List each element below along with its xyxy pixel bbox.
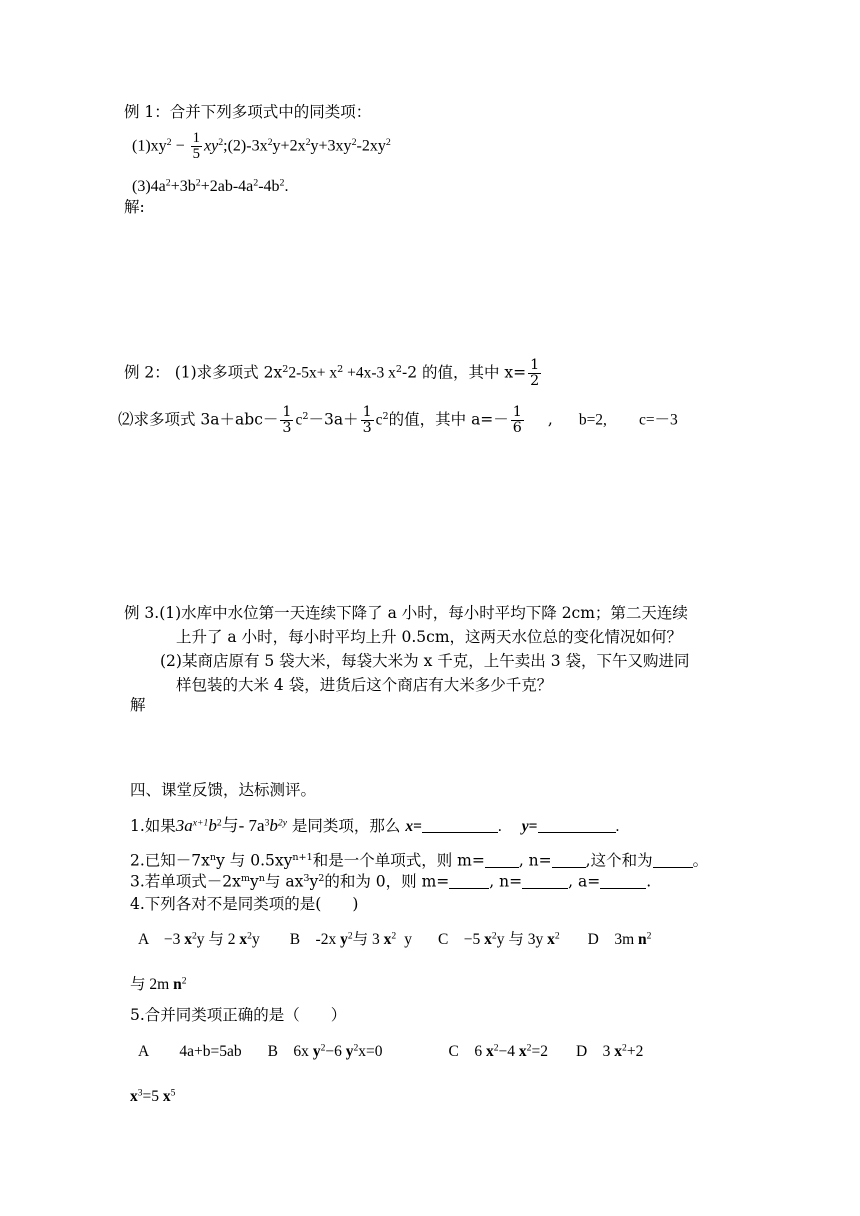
option-4c[interactable]: C −5 $x^2y$ 与 3y $x^2$ (437, 930, 560, 948)
answer-blank-sum[interactable] (653, 851, 693, 868)
feedback-question-2: 2.已知$-7x^ny$ 与 $0.5xy^{n+1}$和是一个单项式，则 m= , n= ,这个和为 。 (130, 851, 709, 870)
fraction-one-sixth: $\frac{1}{6}$ (512, 404, 522, 436)
example3-line-3: (2)某商店原有 5 袋大米，每袋大米为 x 千克，上午卖出 3 袋，下午又购进同 (160, 652, 690, 670)
example1-problems-1-2: $(1)xy^2$ − $\frac{1}{5}$ $xy^2;(2)-3x^2y+2x^2y+3xy^2-2xy^2$ (132, 130, 391, 163)
feedback-question-3: 3.若单项式$-2x^my^n$与 $ax^3y^2$的和为 0，则 m= , n= , a= . (130, 872, 652, 891)
answer-blank-y[interactable] (538, 817, 616, 834)
answer-blank-n3[interactable] (522, 872, 568, 889)
example1-title: 例 1：合并下列多项式中的同类项： (124, 103, 372, 121)
example3-solution-label: 解 (130, 696, 146, 714)
answer-blank-m[interactable] (485, 851, 519, 868)
option-5d[interactable]: D 3 $x^2+2$ (575, 1042, 644, 1060)
answer-blank-m3[interactable] (449, 872, 489, 889)
question5-option-d-continued: $x^3=5$ $x^5$ (130, 1087, 176, 1105)
feedback-question-1: 1.如果$3a^{x+1}b^2$与- $7a^3b^{2y}$ 是同类项，那么 x= . y= . (130, 816, 620, 835)
example3-line-1: 例 3.(1)水库中水位第一天连续下降了 a 小时，每小时平均下降 2cm；第二天连续 (124, 604, 688, 622)
section4-title: 四、课堂反馈，达标测评。 (130, 781, 317, 799)
option-5a[interactable]: A 4a+b=5ab (138, 1043, 242, 1060)
option-4a[interactable]: A −3 $x^2y$ 与 2 $x^2y$ (138, 930, 260, 948)
fraction-one-third-a: $\frac{1}{3}$ (282, 404, 292, 436)
feedback-question-5: 5.合并同类项正确的是（ ） (130, 1006, 347, 1024)
answer-blank-a3[interactable] (600, 872, 646, 889)
option-5b[interactable]: B 6x $y^2-6$ $y^2x=0$ (267, 1042, 383, 1060)
example2-question-1: 例 2： (1)求多项式 $2x^22-5x+ x^2 +4x-3$ $x^2-2$ 的值，其中 x= $\frac{1}{2}$ (124, 357, 540, 389)
fraction-one-third-b: $\frac{1}{3}$ (362, 404, 372, 436)
answer-blank-n[interactable] (552, 851, 586, 868)
option-4b[interactable]: B -2x $y^2$与 3 $x^2$ y (289, 930, 412, 948)
option-4d[interactable]: D 3m $n^2$ (587, 930, 652, 948)
question4-option-d-continued: 与 2m $n^2$ (130, 975, 187, 993)
feedback-question-4: 4.下列各对不是同类项的是( ) (130, 895, 359, 913)
example2-question-2: ⑵求多项式 3a＋abc－ $\frac{1}{3}$ $c^2-3a+$ $\frac{1}{3}$ $c^2$的值，其中 a=－ $\frac{1}{6}$ , b=2, c=－3 (118, 404, 678, 436)
fraction-one-half: $\frac{1}{2}$ (530, 357, 540, 389)
example3-line-2: 上升了 a 小时，每小时平均上升 0.5cm，这两天水位总的变化情况如何？ (176, 628, 683, 646)
fraction-one-fifth: $\frac{1}{5}$ (192, 130, 200, 163)
question4-options (138, 930, 651, 949)
answer-blank-x[interactable] (422, 817, 498, 834)
example1-problem-3: $(3)4a^2+3b^2+2ab-4a^2-4b^2$. (132, 177, 289, 195)
question5-options (138, 1042, 643, 1061)
example3-line-4: 样包装的大米 4 袋，进货后这个商店有大米多少千克？ (176, 676, 553, 694)
example1-solution-label: 解: (124, 198, 145, 216)
option-5c[interactable]: C 6 $x^2-4$ $x^2=2$ (448, 1042, 548, 1060)
